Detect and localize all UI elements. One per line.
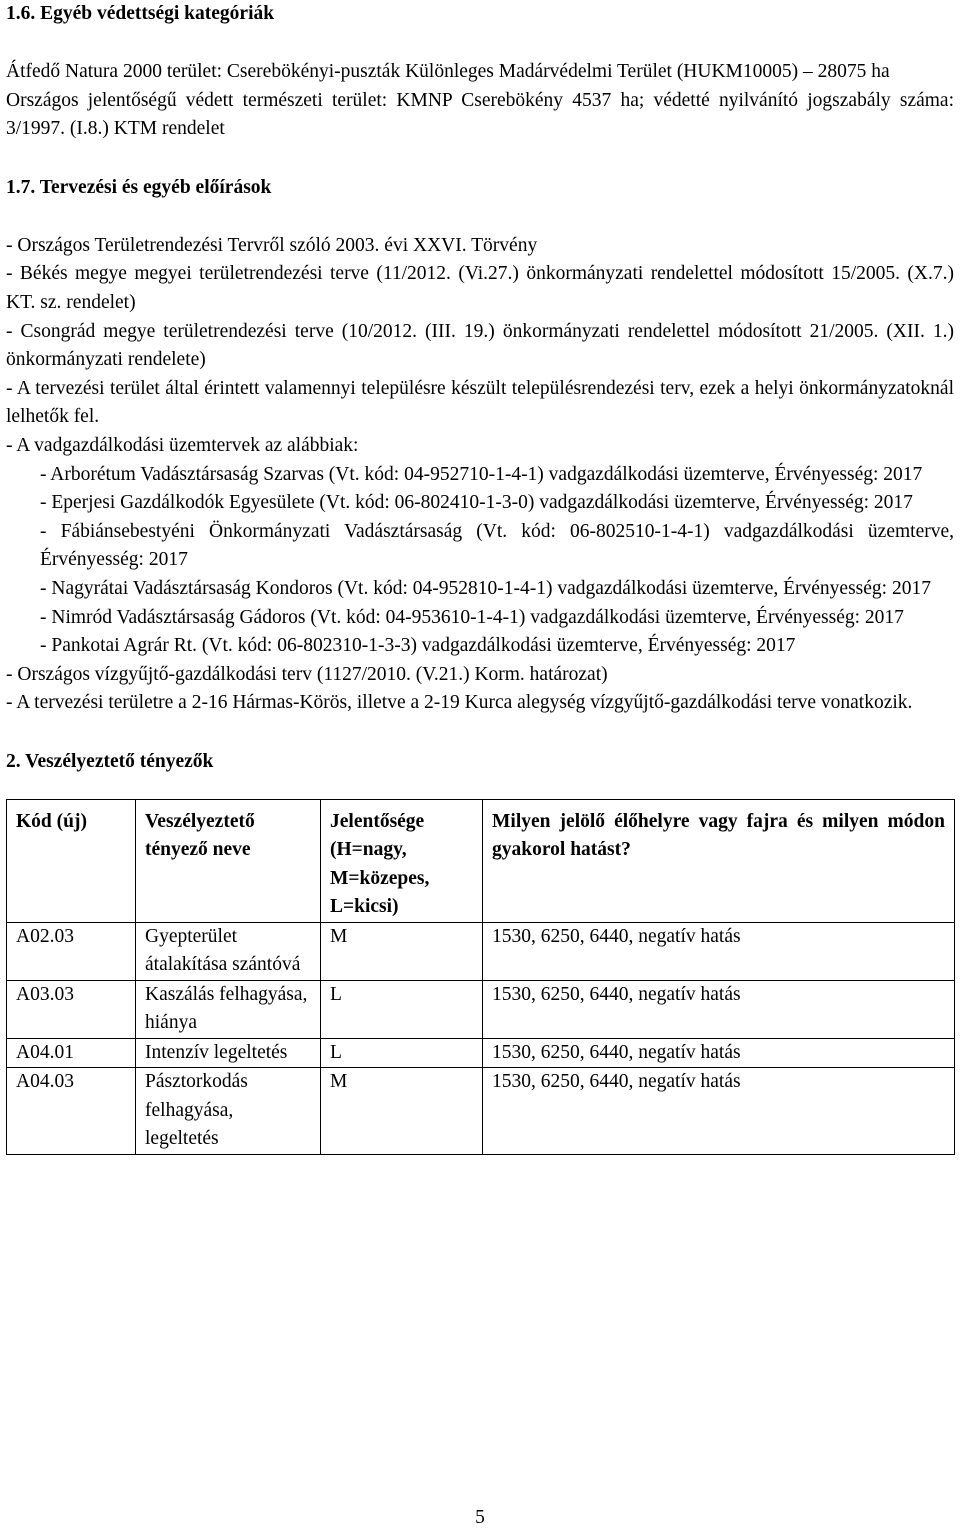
- section-heading-2: 2. Veszélyeztető tényezők: [6, 750, 214, 772]
- cell-threat-name: Kaszálás felhagyása, hiánya: [136, 980, 321, 1038]
- cell-significance: L: [321, 1038, 483, 1068]
- table-header-row: [7, 799, 955, 922]
- cell-threat-name: Pásztorkodás felhagyása, legeltetés: [136, 1068, 321, 1155]
- cell-code: A04.03: [7, 1068, 136, 1155]
- page-number: 5: [475, 1507, 485, 1528]
- regulation-item: - Békés megye megyei területrendezési terve (11/2012. (Vi.27.) önkormányzati rendelettel módosított 15/2005. (X.7.) KT. sz. rendelet): [6, 263, 954, 313]
- regulation-item: - Csongrád megye területrendezési terve (10/2012. (III. 19.) önkormányzati rendelettel módosított 21/2005. (XII. 1.) önkormányzati rendelete): [6, 320, 954, 371]
- section-heading-1-7: 1.7. Tervezési és egyéb előírások: [6, 176, 272, 198]
- table-row: [7, 922, 955, 980]
- cell-threat-name: Intenzív legeltetés: [136, 1038, 321, 1068]
- cell-significance: M: [321, 922, 483, 980]
- table-row: [7, 1068, 955, 1155]
- natura-overlap-paragraph: Átfedő Natura 2000 terület: Cserebökényi-puszták Különleges Madárvédelmi Terület (HUKM10005) – 28075 ha: [6, 61, 890, 82]
- header-significance: Jelentősége (H=nagy, M=közepes, L=kicsi): [321, 799, 483, 922]
- document-page: [6, 0, 954, 1155]
- regulation-item: - A vadgazdálkodási üzemtervek az alábbiak:: [6, 434, 359, 456]
- cell-impact: 1530, 6250, 6440, negatív hatás: [483, 1068, 955, 1155]
- table-row: [7, 1038, 955, 1068]
- cell-code: A02.03: [7, 922, 136, 980]
- hunting-plan-item: - Pankotai Agrár Rt. (Vt. kód: 06-802310-1-3-3) vadgazdálkodási üzemterve, Érvényesség: 2017: [40, 635, 796, 657]
- hunting-plan-item: - Eperjesi Gazdálkodók Egyesülete (Vt. kód: 06-802410-1-3-0) vadgazdálkodási üzemterve, Érvényesség: 2017: [40, 492, 913, 514]
- cell-code: A03.03: [7, 980, 136, 1038]
- threats-table: [6, 799, 955, 1155]
- cell-impact: 1530, 6250, 6440, negatív hatás: [483, 922, 955, 980]
- header-impact: Milyen jelölő élőhelyre vagy fajra és milyen módon gyakorol hatást?: [483, 799, 955, 922]
- cell-impact: 1530, 6250, 6440, negatív hatás: [483, 1038, 955, 1068]
- regulation-item: - Országos vízgyűjtő-gazdálkodási terv (1127/2010. (V.21.) Korm. határozat): [6, 663, 608, 685]
- hunting-plan-item: - Nagyrátai Vadásztársaság Kondoros (Vt. kód: 04-952810-1-4-1) vadgazdálkodási üzemterve, Érvényesség: 2017: [40, 577, 931, 599]
- hunting-plan-item: - Arborétum Vadásztársaság Szarvas (Vt. kód: 04-952710-1-4-1) vadgazdálkodási üzemterve, Érvényesség: 2017: [40, 463, 923, 485]
- protected-area-paragraph: Országos jelentőségű védett természeti terület: KMNP Cserebökény 4537 ha; védetté nyilvánító jogszabály száma: 3/1997. (I.8.) KTM rendelet: [6, 89, 954, 140]
- cell-significance: L: [321, 980, 483, 1038]
- regulation-item: - A tervezési területre a 2-16 Hármas-Körös, illetve a 2-19 Kurca alegység vízgyűjtő-gazdálkodási terve vonatkozik.: [6, 692, 913, 714]
- header-code: Kód (új): [7, 799, 136, 922]
- section-heading-1-6: 1.6. Egyéb védettségi kategóriák: [6, 3, 275, 24]
- hunting-plan-item: - Nimród Vadásztársaság Gádoros (Vt. kód: 04-953610-1-4-1) vadgazdálkodási üzemterve, Érvényesség: 2017: [40, 606, 904, 628]
- cell-impact: 1530, 6250, 6440, negatív hatás: [483, 980, 955, 1038]
- regulation-item: - Országos Területrendezési Tervről szóló 2003. évi XXVI. Törvény: [6, 234, 538, 256]
- cell-code: A04.01: [7, 1038, 136, 1068]
- hunting-plan-item: - Fábiánsebestyéni Önkormányzati Vadásztársaság (Vt. kód: 06-802510-1-4-1) vadgazdálkodási üzemterve, Érvényesség: 2017: [40, 520, 954, 571]
- cell-threat-name: Gyepterület átalakítása szántóvá: [136, 922, 321, 980]
- table-row: [7, 980, 955, 1038]
- regulation-item: - A tervezési terület által érintett valamennyi településre készült településrendezési terv, ezek a helyi önkormányzatoknál lelhetők fel.: [6, 377, 954, 428]
- header-threat-name: Veszélyeztető tényező neve: [136, 799, 321, 922]
- cell-significance: M: [321, 1068, 483, 1155]
